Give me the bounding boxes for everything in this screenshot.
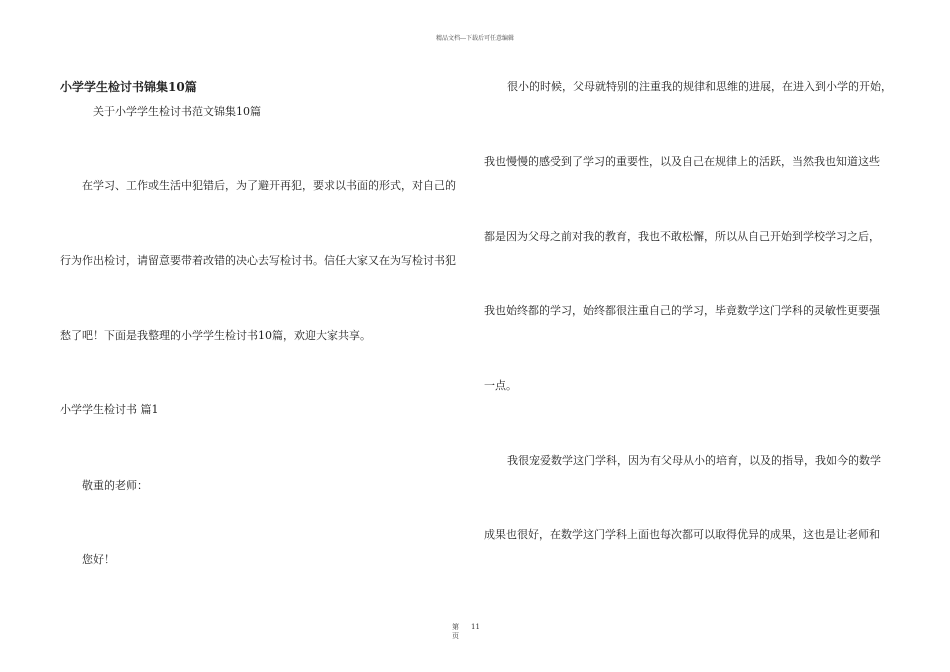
body-line-7: 成果也很好，在数学这门学科上面也每次都可以取得优异的成果，这也是让老师和: [484, 528, 880, 541]
document-subtitle: 关于小学学生检讨书范文锦集10篇: [93, 105, 261, 118]
body-line-6: 我很宠爱数学这门学科，因为有父母从小的培育，以及的指导，我如今的数学: [507, 454, 881, 467]
document-title: 小学学生检讨书锦集10篇: [60, 80, 197, 94]
body-line-1: 很小的时候，父母就特别的注重我的规律和思维的进展，在进入到小学的开始，: [507, 80, 892, 93]
header-note: 精品文档---下载后可任意编辑: [435, 35, 515, 42]
body-line-5: 一点。: [484, 379, 517, 392]
intro-line-2: 行为作出检讨，请留意要带着改错的决心去写检讨书。信任大家又在为写检讨书犯: [60, 254, 456, 267]
page-number: 11: [471, 623, 480, 631]
salutation: 您好！: [82, 553, 115, 566]
intro-line-3: 愁了吧！下面是我整理的小学学生检讨书10篇，欢迎大家共享。: [60, 329, 371, 342]
body-line-2: 我也慢慢的感受到了学习的重要性，以及自己在规律上的活跃，当然我也知道这些: [484, 155, 880, 168]
intro-line-1: 在学习、工作或生活中犯错后，为了避开再犯，要求以书面的形式，对自己的: [82, 179, 456, 192]
body-line-4: 我也始终都的学习，始终都很注重自己的学习，毕竟数学这门学科的灵敏性更要强: [484, 304, 880, 317]
page-prefix: 第: [452, 623, 459, 631]
greeting: 敬重的老师：: [82, 479, 148, 492]
page-indicator: [452, 623, 480, 641]
section-heading: 小学学生检讨书 篇1: [60, 403, 159, 416]
body-line-3: 都是因为父母之前对我的教育，我也不敢松懈，所以从自己开始到学校学习之后，: [484, 230, 880, 243]
page-suffix: 页: [452, 632, 459, 640]
